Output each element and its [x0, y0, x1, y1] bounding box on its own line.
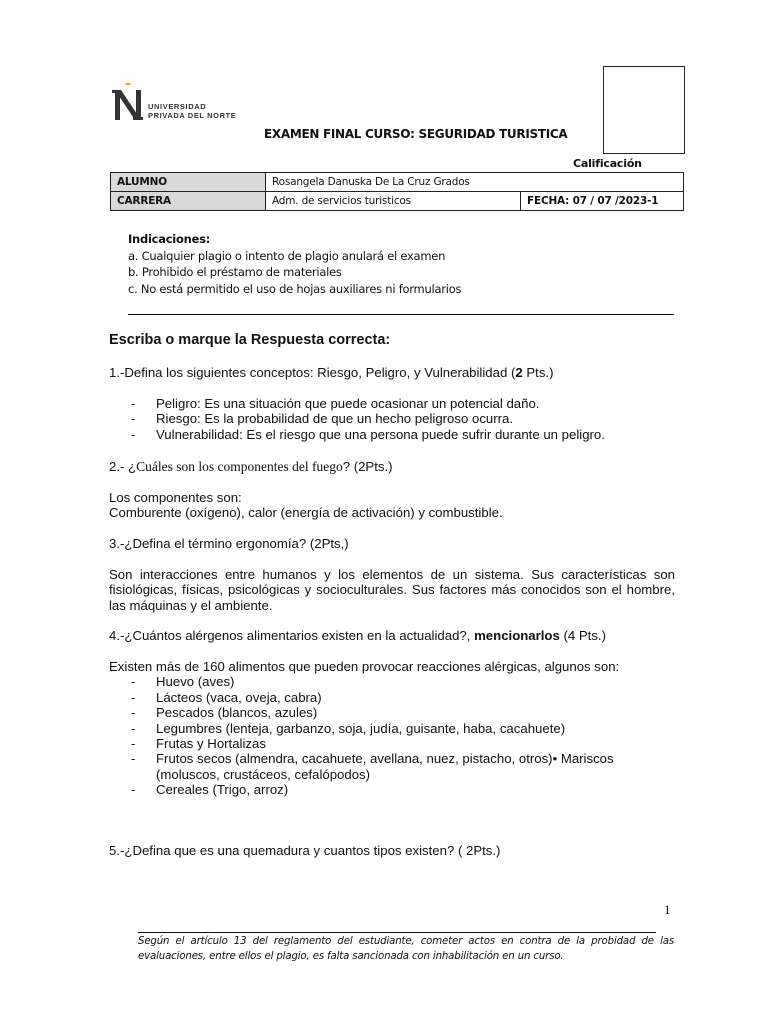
list-item: - Frutos secos (almendra, cacahuete, avellana, nuez, pistacho, otros)• Mariscos (moluscos, crustáceos, cefalópodos) — [131, 751, 614, 782]
question-1 — [109, 365, 675, 380]
answer-2-line1: Los componentes son: — [109, 490, 242, 505]
carrera-label: CARRERA — [111, 192, 266, 211]
list-item: - Peligro: Es una situación que puede ocasionar un potencial daño. — [131, 396, 540, 411]
instruction-item: b. Prohibido el préstamo de materiales — [128, 265, 342, 279]
alumno-value: Rosangela Danuska De La Cruz Grados — [266, 173, 684, 192]
list-item: - Cereales (Trigo, arroz) — [131, 782, 289, 798]
list-item: - Lácteos (vaca, oveja, cabra) — [131, 689, 322, 705]
question-1-text-c: Pts.) — [522, 365, 554, 380]
table-row — [111, 192, 684, 211]
answer-3: Son interacciones entre humanos y los elementos de un sistema. Sus características son fisiológicas, físicas, psicológicas y socioculturales. Sus factores más conocidos son el hombre, las máquinas y el ambiente. — [109, 567, 675, 613]
page-number: 1 — [664, 902, 671, 917]
question-5: 5.-¿Defina que es una quemadura y cuantos tipos existen? ( 2Pts.) — [109, 843, 501, 858]
question-2-text: Cuáles son los componentes del fuego — [136, 459, 343, 474]
divider — [128, 314, 674, 315]
answer-1-list — [109, 396, 675, 442]
list-item: - Legumbres (lenteja, garbanzo, soja, judía, guisante, haba, cacahuete) — [131, 720, 566, 736]
question-4-bold: mencionarlos — [474, 628, 560, 643]
logo-text-line1: UNIVERSIDAD — [148, 102, 207, 111]
instruction-item: a. Cualquier plagio o intento de plagio anulará el examen — [128, 248, 446, 263]
question-4-text-c: (4 Pts.) — [559, 628, 606, 643]
question-1-text-a: 1.-Defina los siguientes conceptos: Riesgo, Peligro, y Vulnerabilidad ( — [109, 365, 516, 380]
question-4 — [109, 628, 675, 643]
list-item: - Pescados (blancos, azules) — [131, 705, 318, 721]
list-item: - Huevo (aves) — [131, 674, 235, 690]
student-info-table — [110, 172, 684, 211]
instructions-title: Indicaciones: — [128, 232, 211, 246]
question-1-text-b: 2 — [515, 365, 523, 380]
grade-label: Calificación — [573, 157, 642, 170]
answer-2-line2: Comburente (oxígeno), calor (energía de activación) y combustible. — [109, 505, 503, 521]
footer-divider — [138, 932, 656, 933]
section-heading: Escriba o marque la Respuesta correcta: — [109, 332, 391, 348]
instructions — [128, 231, 461, 297]
question-2-prefix: 2.- ¿ — [109, 459, 137, 474]
logo-text-line2: PRIVADA DEL NORTE — [148, 111, 237, 120]
footer-note: Según el artículo 13 del reglamento del estudiante, cometer actos en contra de la probidad de las evaluaciones, entre ellos el plagio, es falta sancionada con inhabilitación en un curso. — [138, 936, 674, 962]
fecha-field: FECHA: 07 / 07 /2023-1 — [521, 192, 684, 211]
answer-2 — [109, 490, 675, 521]
question-2 — [109, 459, 675, 474]
list-item: - Frutas y Hortalizas — [131, 736, 266, 752]
university-logo — [112, 82, 252, 124]
list-item: - Vulnerabilidad: Es el riesgo que una persona puede sufrir durante un peligro. — [131, 426, 605, 442]
upn-logo-mark-icon — [112, 82, 144, 124]
answer-4-intro: Existen más de 160 alimentos que pueden provocar reacciones alérgicas, algunos son: — [109, 659, 620, 674]
exam-title: EXAMEN FINAL CURSO: SEGURIDAD TURISTICA — [264, 127, 568, 141]
alumno-label: ALUMNO — [111, 173, 266, 192]
question-3: 3.-¿Defina el término ergonomía? (2Pts,) — [109, 536, 349, 551]
question-4-text-a: 4.-¿Cuántos alérgenos alimentarios existen en la actualidad?, — [109, 628, 475, 643]
question-2-suffix: ? (2Pts.) — [342, 459, 393, 474]
instruction-item: c. No está permitido el uso de hojas auxiliares ni formularios — [128, 281, 462, 296]
table-row — [111, 173, 684, 192]
grade-box — [603, 66, 685, 154]
answer-4 — [109, 659, 675, 798]
carrera-value: Adm. de servicios turisticos — [266, 192, 521, 211]
list-item: - Riesgo: Es la probabilidad de que un hecho peligroso ocurra. — [131, 411, 514, 427]
